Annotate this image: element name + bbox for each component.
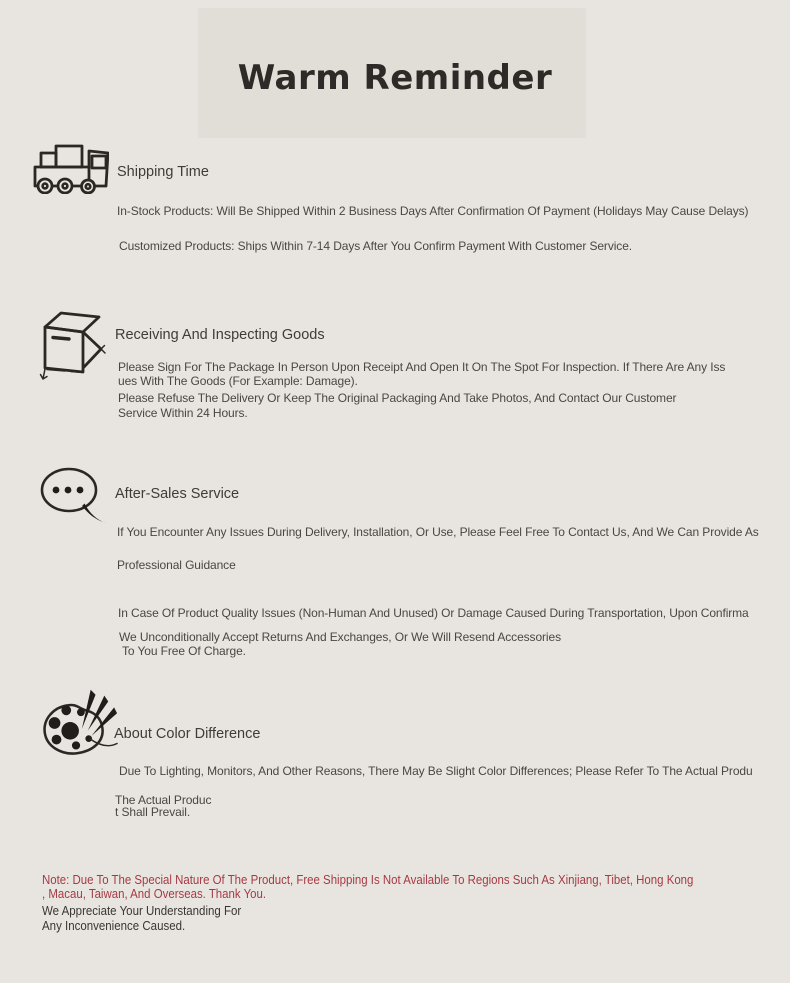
section-heading-color-difference: About Color Difference: [114, 726, 261, 742]
body-line: Customized Products: Ships Within 7-14 Days After You Confirm Payment With Customer Service.: [119, 239, 633, 253]
body-line: Service Within 24 Hours.: [118, 406, 248, 420]
body-line: In Case Of Product Quality Issues (Non-Human And Unused) Or Damage Caused During Transportation, Upon Confirma: [118, 606, 749, 620]
body-line: If You Encounter Any Issues During Delivery, Installation, Or Use, Please Feel Free To Contact Us, And We Can Provide As: [117, 525, 759, 539]
body-line: In-Stock Products: Will Be Shipped Within 2 Business Days After Confirmation Of Payment (Holidays May Cause Delays): [117, 204, 749, 218]
truck-icon: [33, 142, 109, 194]
note-line: We Appreciate Your Understanding For: [42, 904, 242, 918]
section-heading-shipping-time: Shipping Time: [117, 164, 209, 180]
note-line-red: Note: Due To The Special Nature Of The Product, Free Shipping Is Not Available To Regions Such As Xinjiang, Tibet, Hong Kong: [42, 872, 694, 887]
paint-palette-icon: [36, 682, 118, 764]
package-box-icon: [38, 306, 108, 382]
body-line: ues With The Goods (For Example: Damage).: [118, 374, 358, 388]
body-line: Please Refuse The Delivery Or Keep The Original Packaging And Take Photos, And Contact Our Customer: [118, 391, 677, 405]
body-line: The Actual Produc: [115, 793, 212, 807]
body-line: To You Free Of Charge.: [122, 644, 246, 658]
note-line-red: , Macau, Taiwan, And Overseas. Thank You.: [42, 886, 267, 901]
note-line: Any Inconvenience Caused.: [42, 919, 186, 933]
body-line: Due To Lighting, Monitors, And Other Reasons, There May Be Slight Color Differences; Please Refer To The Actual Produ: [119, 764, 753, 778]
body-line: t Shall Prevail.: [115, 805, 191, 819]
body-line: We Unconditionally Accept Returns And Exchanges, Or We Will Resend Accessories: [119, 630, 561, 644]
section-heading-receiving-goods: Receiving And Inspecting Goods: [115, 327, 325, 343]
chat-bubble-icon: [38, 464, 110, 526]
body-line: Professional Guidance: [117, 558, 236, 572]
page-title: Warm Reminder: [237, 58, 553, 98]
section-heading-after-sales: After-Sales Service: [115, 486, 240, 502]
body-line: Please Sign For The Package In Person Upon Receipt And Open It On The Spot For Inspection. If There Are Any Iss: [118, 360, 726, 374]
